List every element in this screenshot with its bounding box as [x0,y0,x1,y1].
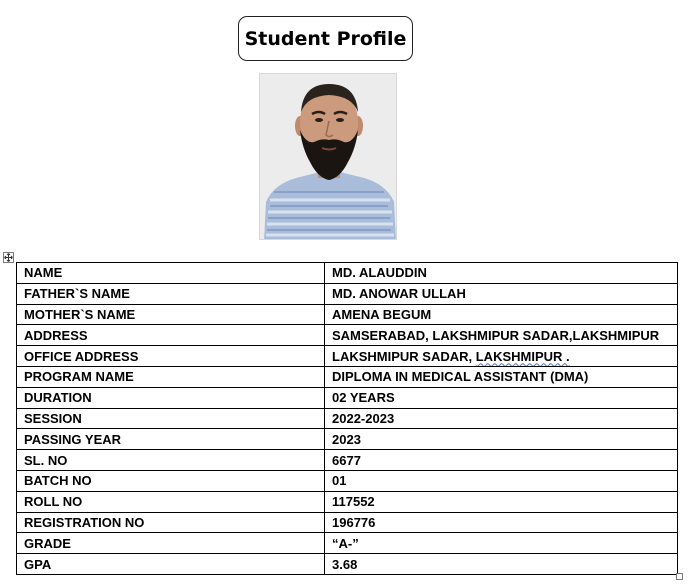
row-value: “A-” [325,533,678,554]
table-row [17,283,678,304]
row-value: AMENA BEGUM [325,304,678,325]
row-label: ROLL NO [17,491,325,512]
row-label: MOTHER`S NAME [17,304,325,325]
row-label: REGISTRATION NO [17,512,325,533]
table-move-handle-icon[interactable] [3,252,14,263]
row-label: FATHER`S NAME [17,283,325,304]
row-value: 2022-2023 [325,408,678,429]
row-value: 01 [325,470,678,491]
page-title: Student Profile [238,16,413,61]
profile-table [16,262,678,575]
table-row [17,429,678,450]
table-row [17,470,678,491]
row-label: SESSION [17,408,325,429]
student-photo [259,73,397,240]
table-row [17,366,678,387]
table-row [17,450,678,471]
table-row [17,512,678,533]
table-resize-handle-icon[interactable] [676,573,683,580]
row-label: DURATION [17,387,325,408]
row-value-prefix: LAKSHMIPUR SADAR, [332,348,476,364]
row-label: NAME [17,263,325,284]
table-row [17,533,678,554]
row-label: ADDRESS [17,325,325,346]
row-label: BATCH NO [17,470,325,491]
row-label: GRADE [17,533,325,554]
table-row [17,263,678,284]
row-value: 2023 [325,429,678,450]
row-value: DIPLOMA IN MEDICAL ASSISTANT (DMA) [325,366,678,387]
row-value: 02 YEARS [325,387,678,408]
row-label: PASSING YEAR [17,429,325,450]
row-value: 6677 [325,450,678,471]
table-row [17,346,678,367]
spellcheck-flagged-text: LAKSHMIPUR . [475,348,570,364]
row-label: PROGRAM NAME [17,366,325,387]
row-value: MD. ANOWAR ULLAH [325,283,678,304]
row-value [325,346,678,367]
row-value: 117552 [325,491,678,512]
row-label: SL. NO [17,450,325,471]
table-row [17,491,678,512]
row-value: SAMSERABAD, LAKSHMIPUR SADAR,LAKSHMIPUR [325,325,678,346]
row-value: 196776 [325,512,678,533]
table-row [17,387,678,408]
table-row [17,554,678,575]
row-label: OFFICE ADDRESS [17,346,325,367]
table-row [17,304,678,325]
row-value: 3.68 [325,554,678,575]
table-row [17,325,678,346]
table-row [17,408,678,429]
row-value: MD. ALAUDDIN [325,263,678,284]
row-label: GPA [17,554,325,575]
